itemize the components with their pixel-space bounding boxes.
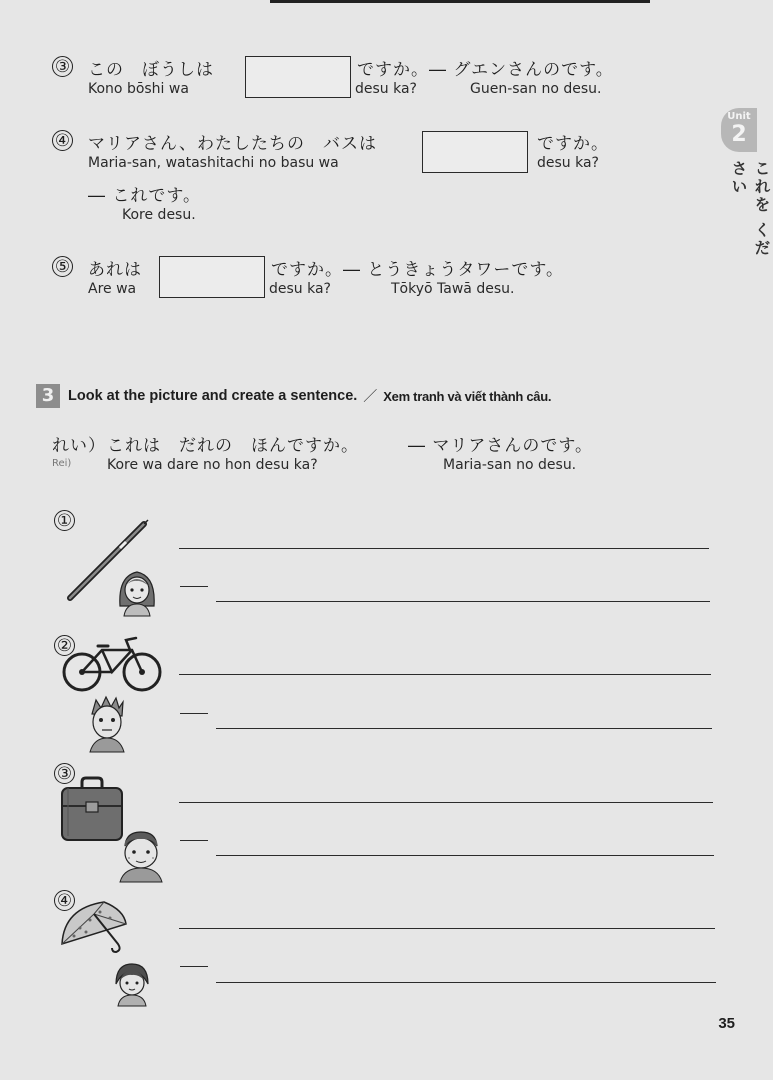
question-text: この ぼうしは: [88, 60, 214, 80]
unit-number: 2: [731, 122, 747, 147]
answer-line[interactable]: [216, 728, 712, 729]
answer-box[interactable]: [159, 256, 265, 298]
item-number: ②: [54, 635, 75, 656]
example-question-romaji: Kore wa dare no hon desu ka?: [107, 457, 318, 473]
umbrella-icon: [58, 898, 130, 956]
question-text-after: ですか。― グエンさんのです。: [357, 60, 614, 80]
question-text: あれは: [88, 260, 142, 280]
unit-label: Unit: [727, 111, 751, 122]
answer-line[interactable]: [216, 855, 714, 856]
section-heading: [36, 384, 551, 408]
top-edge-bar: [270, 0, 650, 3]
example-answer: ― マリアさんのです。: [408, 436, 594, 456]
example-label: れい）: [52, 436, 106, 456]
answer-line[interactable]: [179, 548, 709, 549]
question-text: マリアさん、わたしたちの バスは: [88, 134, 378, 154]
answer-line[interactable]: [179, 928, 715, 929]
romaji-text-after: desu ka?: [355, 81, 417, 97]
child-icon: [112, 960, 152, 1006]
answer-line[interactable]: [216, 982, 716, 983]
romaji-text: Maria-san, watashitachi no basu wa: [88, 155, 339, 171]
unit-badge: [721, 108, 757, 152]
item-number: ④: [52, 130, 73, 151]
unit-tab: [717, 108, 771, 268]
answer-box[interactable]: [422, 131, 528, 173]
answer-box[interactable]: [245, 56, 351, 98]
item-number: ⑤: [52, 256, 73, 277]
item-number: ①: [54, 510, 75, 531]
answer-line[interactable]: [216, 601, 710, 602]
reply-dash: [180, 840, 208, 841]
question-text-after: ですか。: [537, 134, 609, 154]
example-answer-romaji: Maria-san no desu.: [443, 457, 577, 473]
romaji-text-after: desu ka?: [269, 281, 331, 297]
man-icon: [116, 828, 166, 882]
section-number: 3: [36, 384, 60, 408]
answer-line[interactable]: [179, 802, 713, 803]
instruction-english: Look at the picture and create a sentence.: [68, 388, 358, 404]
bicycle-icon: [60, 636, 164, 694]
item-number: ③: [54, 763, 75, 784]
unit-title: これを ください: [729, 160, 771, 258]
reply-text: ― これです。: [88, 186, 202, 206]
romaji-text: Kono bōshi wa: [88, 81, 189, 97]
page-number: 35: [718, 1015, 735, 1032]
example-label-romaji: Rei): [52, 458, 72, 469]
instruction-vietnamese: Xem tranh và viết thành câu.: [383, 388, 552, 404]
romaji-text-after: desu ka?: [537, 155, 599, 171]
romaji-text: Are wa: [88, 281, 137, 297]
item-number: ③: [52, 56, 73, 77]
instruction-separator: ／: [363, 389, 378, 405]
romaji-answer: Guen-san no desu.: [470, 81, 602, 97]
reply-dash: [180, 713, 208, 714]
girl-icon: [116, 566, 158, 616]
item-number: ④: [54, 890, 75, 911]
reply-dash: [180, 966, 208, 967]
question-text-after: ですか。― とうきょうタワーです。: [271, 260, 565, 280]
answer-line[interactable]: [179, 674, 711, 675]
boy-icon: [86, 694, 128, 752]
example-question: これは だれの ほんですか。: [107, 436, 359, 456]
romaji-answer: Tōkyō Tawā desu.: [391, 281, 515, 297]
romaji-reply: Kore desu.: [122, 207, 196, 223]
reply-dash: [180, 586, 208, 587]
